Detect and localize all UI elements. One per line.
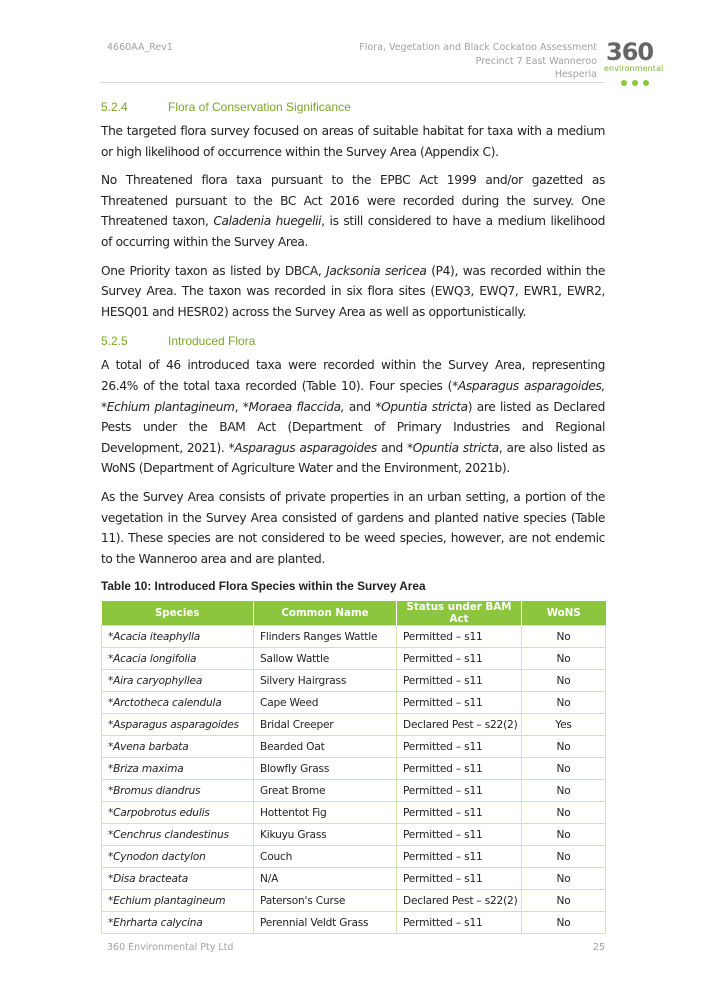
wons-cell: No	[522, 802, 606, 824]
table-row	[102, 780, 606, 802]
status-cell: Permitted – s11	[397, 824, 522, 846]
table-row	[102, 692, 606, 714]
paragraph: One Priority taxon as listed by DBCA, Jacksonia sericea (P4), was recorded within the Survey Area. The taxon was recorded in six flora sites (EWQ3, EWQ7, EWR1, EWR2, HESQ01 and HESR02) across the Survey Area as well as opportunistically.	[101, 263, 605, 319]
status-cell: Permitted – s11	[397, 802, 522, 824]
status-cell: Permitted – s11	[397, 868, 522, 890]
status-cell: Permitted – s11	[397, 846, 522, 868]
wons-cell: No	[522, 846, 606, 868]
status-cell: Declared Pest – s22(2)	[397, 890, 522, 912]
table-row	[102, 626, 606, 648]
wons-cell: Yes	[522, 714, 606, 736]
document-title-line: Hesperia	[554, 69, 597, 80]
species-cell: *Echium plantagineum	[102, 890, 254, 912]
logo-number: 360	[606, 38, 654, 66]
species-cell: *Carpobrotus edulis	[102, 802, 254, 824]
species-cell: *Acacia iteaphylla	[102, 626, 254, 648]
common-name-cell: Couch	[254, 846, 397, 868]
species-cell: *Ehrharta calycina	[102, 912, 254, 934]
common-name-cell: N/A	[254, 868, 397, 890]
table-row	[102, 912, 606, 934]
wons-cell: No	[522, 912, 606, 934]
species-cell: *Aira caryophyllea	[102, 670, 254, 692]
paragraph: No Threatened flora taxa pursuant to the EPBC Act 1999 and/or gazetted as Threatened pursuant to the BC Act 2016 were recorded during the survey. One Threatened taxon, Caladenia huegelii, is still considered to have a medium likelihood of occurring within the Survey Area.	[101, 173, 605, 249]
wons-cell: No	[522, 692, 606, 714]
page-number: 25	[592, 942, 605, 953]
table-row	[102, 648, 606, 670]
common-name-cell: Silvery Hairgrass	[254, 670, 397, 692]
document-title-line: Precinct 7 East Wanneroo	[475, 55, 597, 67]
species-cell: *Acacia longifolia	[102, 648, 254, 670]
status-cell: Permitted – s11	[397, 736, 522, 758]
status-cell: Permitted – s11	[397, 912, 522, 934]
wons-cell: No	[522, 868, 606, 890]
common-name-cell: Perennial Veldt Grass	[254, 912, 397, 934]
section-heading-5-2-4	[101, 100, 605, 114]
status-cell: Permitted – s11	[397, 648, 522, 670]
status-cell: Permitted – s11	[397, 692, 522, 714]
species-cell: *Avena barbata	[102, 736, 254, 758]
table-row	[102, 824, 606, 846]
table-row	[102, 670, 606, 692]
common-name-cell: Cape Weed	[254, 692, 397, 714]
footer-company: 360 Environmental Pty Ltd	[107, 942, 234, 953]
species-cell: *Arctotheca calendula	[102, 692, 254, 714]
wons-cell: No	[522, 890, 606, 912]
taxon-name: Caladenia huegelii	[213, 214, 322, 229]
wons-cell: No	[522, 758, 606, 780]
status-cell: Permitted – s11	[397, 758, 522, 780]
wons-cell: No	[522, 626, 606, 648]
section-title: Introduced Flora	[168, 334, 256, 349]
table-row	[102, 890, 606, 912]
paragraph: The targeted flora survey focused on areas of suitable habitat for taxa with a medium or high likelihood of occurrence within the Survey Area (Appendix C).	[101, 124, 605, 159]
status-cell: Declared Pest – s22(2)	[397, 714, 522, 736]
common-name-cell: Sallow Wattle	[254, 648, 397, 670]
logo-word: environmental	[604, 64, 664, 73]
wons-cell: No	[522, 824, 606, 846]
column-header: Common Name	[254, 601, 397, 626]
wons-cell: No	[522, 736, 606, 758]
status-cell: Permitted – s11	[397, 670, 522, 692]
common-name-cell: Paterson's Curse	[254, 890, 397, 912]
paragraph: As the Survey Area consists of private properties in an urban setting, a portion of the vegetation in the Survey Area consisted of gardens and planted native species (Table 11). These species are not considered to be weed species, however, are not endemic to the Wanneroo area and are planted.	[101, 489, 605, 566]
section-title: Flora of Conservation Significance	[168, 100, 351, 114]
table-row	[102, 758, 606, 780]
species-cell: *Asparagus asparagoides	[102, 714, 254, 736]
common-name-cell: Kikuyu Grass	[254, 824, 397, 846]
species-cell: *Disa bracteata	[102, 868, 254, 890]
company-logo	[603, 40, 673, 82]
species-cell: *Cenchrus clandestinus	[102, 824, 254, 846]
table-header-row	[102, 601, 606, 626]
page-content	[101, 100, 605, 934]
status-cell: Permitted – s11	[397, 780, 522, 802]
column-header: WoNS	[522, 601, 606, 626]
paragraph: A total of 46 introduced taxa were recorded within the Survey Area, representing 26.4% of the total taxa recorded (Table 10). Four species (*Asparagus asparagoides, *Echium plantagineum, *Moraea flaccida, and *Opuntia stricta) are listed as Declared Pests under the BAM Act (Department of Primary Industries and Regional Development, 2021). *Asparagus asparagoides and *Opuntia stricta, are also listed as WoNS (Department of Agriculture Water and the Environment, 2021b).	[101, 358, 605, 476]
section-number: 5.2.5	[101, 334, 128, 349]
table-caption: Table 10: Introduced Flora Species within the Survey Area	[101, 579, 426, 594]
species-cell: *Bromus diandrus	[102, 780, 254, 802]
common-name-cell: Hottentot Fig	[254, 802, 397, 824]
species-cell: *Cynodon dactylon	[102, 846, 254, 868]
taxon-name: Jacksonia sericea	[326, 263, 427, 278]
document-reference: 4660AA_Rev1	[107, 42, 173, 53]
status-cell: Permitted – s11	[397, 626, 522, 648]
column-header: Status under BAM Act	[397, 601, 522, 626]
document-title-line: Flora, Vegetation and Black Cockatoo Assessment	[359, 42, 597, 53]
column-header: Species	[102, 601, 254, 626]
common-name-cell: Great Brome	[254, 780, 397, 802]
logo-dots	[621, 73, 654, 91]
wons-cell: No	[522, 780, 606, 802]
common-name-cell: Flinders Ranges Wattle	[254, 626, 397, 648]
wons-cell: No	[522, 670, 606, 692]
wons-cell: No	[522, 648, 606, 670]
table-row	[102, 714, 606, 736]
common-name-cell: Bearded Oat	[254, 736, 397, 758]
table-row	[102, 736, 606, 758]
table-row	[102, 868, 606, 890]
introduced-flora-table	[101, 601, 606, 934]
table-row	[102, 846, 606, 868]
document-title	[359, 41, 597, 82]
header-divider	[100, 82, 605, 83]
table-row	[102, 802, 606, 824]
section-number: 5.2.4	[101, 100, 128, 114]
section-heading-5-2-5	[101, 334, 605, 348]
common-name-cell: Bridal Creeper	[254, 714, 397, 736]
species-cell: *Briza maxima	[102, 758, 254, 780]
common-name-cell: Blowfly Grass	[254, 758, 397, 780]
